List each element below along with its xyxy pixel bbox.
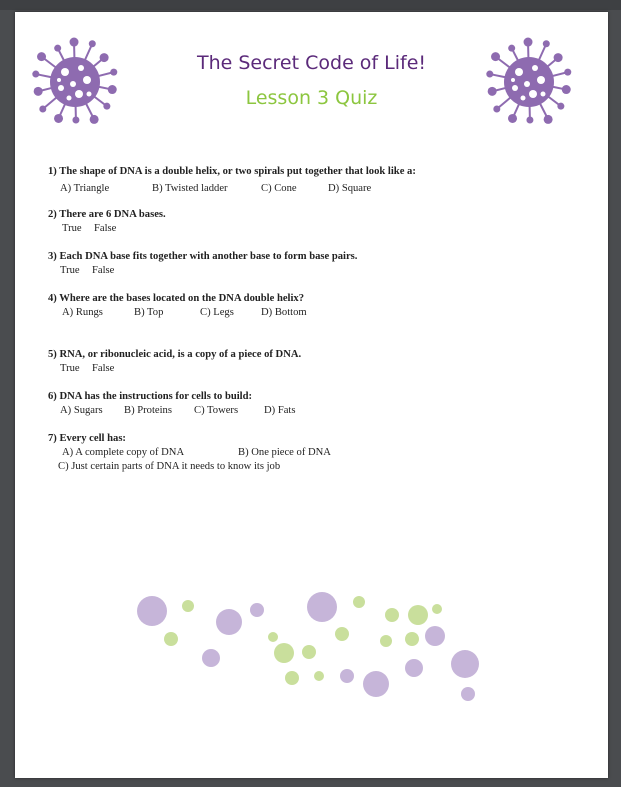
bubble — [380, 635, 392, 647]
option: D) Fats — [264, 405, 296, 416]
question-text: 2) There are 6 DNA bases. — [48, 209, 166, 220]
bubble — [408, 605, 428, 625]
option: True — [60, 363, 80, 374]
question-text: 7) Every cell has: — [48, 433, 126, 444]
option: A) Sugars — [60, 405, 103, 416]
option: True — [60, 265, 80, 276]
bubble — [385, 608, 399, 622]
bubble — [268, 632, 278, 642]
option: False — [92, 265, 115, 276]
option: True — [62, 223, 82, 234]
bubble — [216, 609, 242, 635]
decorative-bubbles — [15, 12, 608, 778]
question-text: 1) The shape of DNA is a double helix, or two spirals put together that look like a: — [48, 166, 416, 177]
bubble — [307, 592, 337, 622]
question-text: 5) RNA, or ribonucleic acid, is a copy of a piece of DNA. — [48, 349, 302, 360]
option: C) Cone — [261, 183, 297, 194]
page-title: The Secret Code of Life! — [196, 52, 427, 74]
bubble — [202, 649, 220, 667]
bubble — [335, 627, 349, 641]
bubble — [425, 626, 445, 646]
bubble — [461, 687, 475, 701]
bubble — [164, 632, 178, 646]
option: D) Square — [328, 183, 372, 194]
worksheet-page — [15, 12, 608, 778]
bubble — [353, 596, 365, 608]
bubble — [137, 596, 167, 626]
option: B) One piece of DNA — [238, 447, 331, 458]
question-text: 4) Where are the bases located on the DNA double helix? — [48, 293, 305, 304]
option: False — [94, 223, 117, 234]
option: C) Just certain parts of DNA it needs to know its job — [58, 461, 281, 472]
bubble — [274, 643, 294, 663]
question-text: 6) DNA has the instructions for cells to build: — [48, 391, 253, 402]
option: B) Top — [134, 307, 164, 318]
option: B) Twisted ladder — [152, 183, 228, 194]
bubble — [285, 671, 299, 685]
bubble — [451, 650, 479, 678]
option: A) Triangle — [60, 183, 110, 194]
question-text: 3) Each DNA base fits together with another base to form base pairs. — [48, 251, 358, 262]
bubble — [302, 645, 316, 659]
bubble — [405, 632, 419, 646]
option: False — [92, 363, 115, 374]
bubble — [340, 669, 354, 683]
bubble — [432, 604, 442, 614]
option: A) Rungs — [62, 307, 103, 318]
bubble — [363, 671, 389, 697]
option: D) Bottom — [261, 307, 307, 318]
option: A) A complete copy of DNA — [62, 447, 185, 458]
page-subtitle: Lesson 3 Quiz — [245, 87, 378, 109]
option: C) Towers — [194, 405, 239, 416]
option: B) Proteins — [124, 405, 172, 416]
option: C) Legs — [200, 307, 234, 318]
bubble — [250, 603, 264, 617]
bubble — [314, 671, 324, 681]
bubble — [182, 600, 194, 612]
viewer-toolbar — [0, 0, 621, 10]
bubble — [405, 659, 423, 677]
